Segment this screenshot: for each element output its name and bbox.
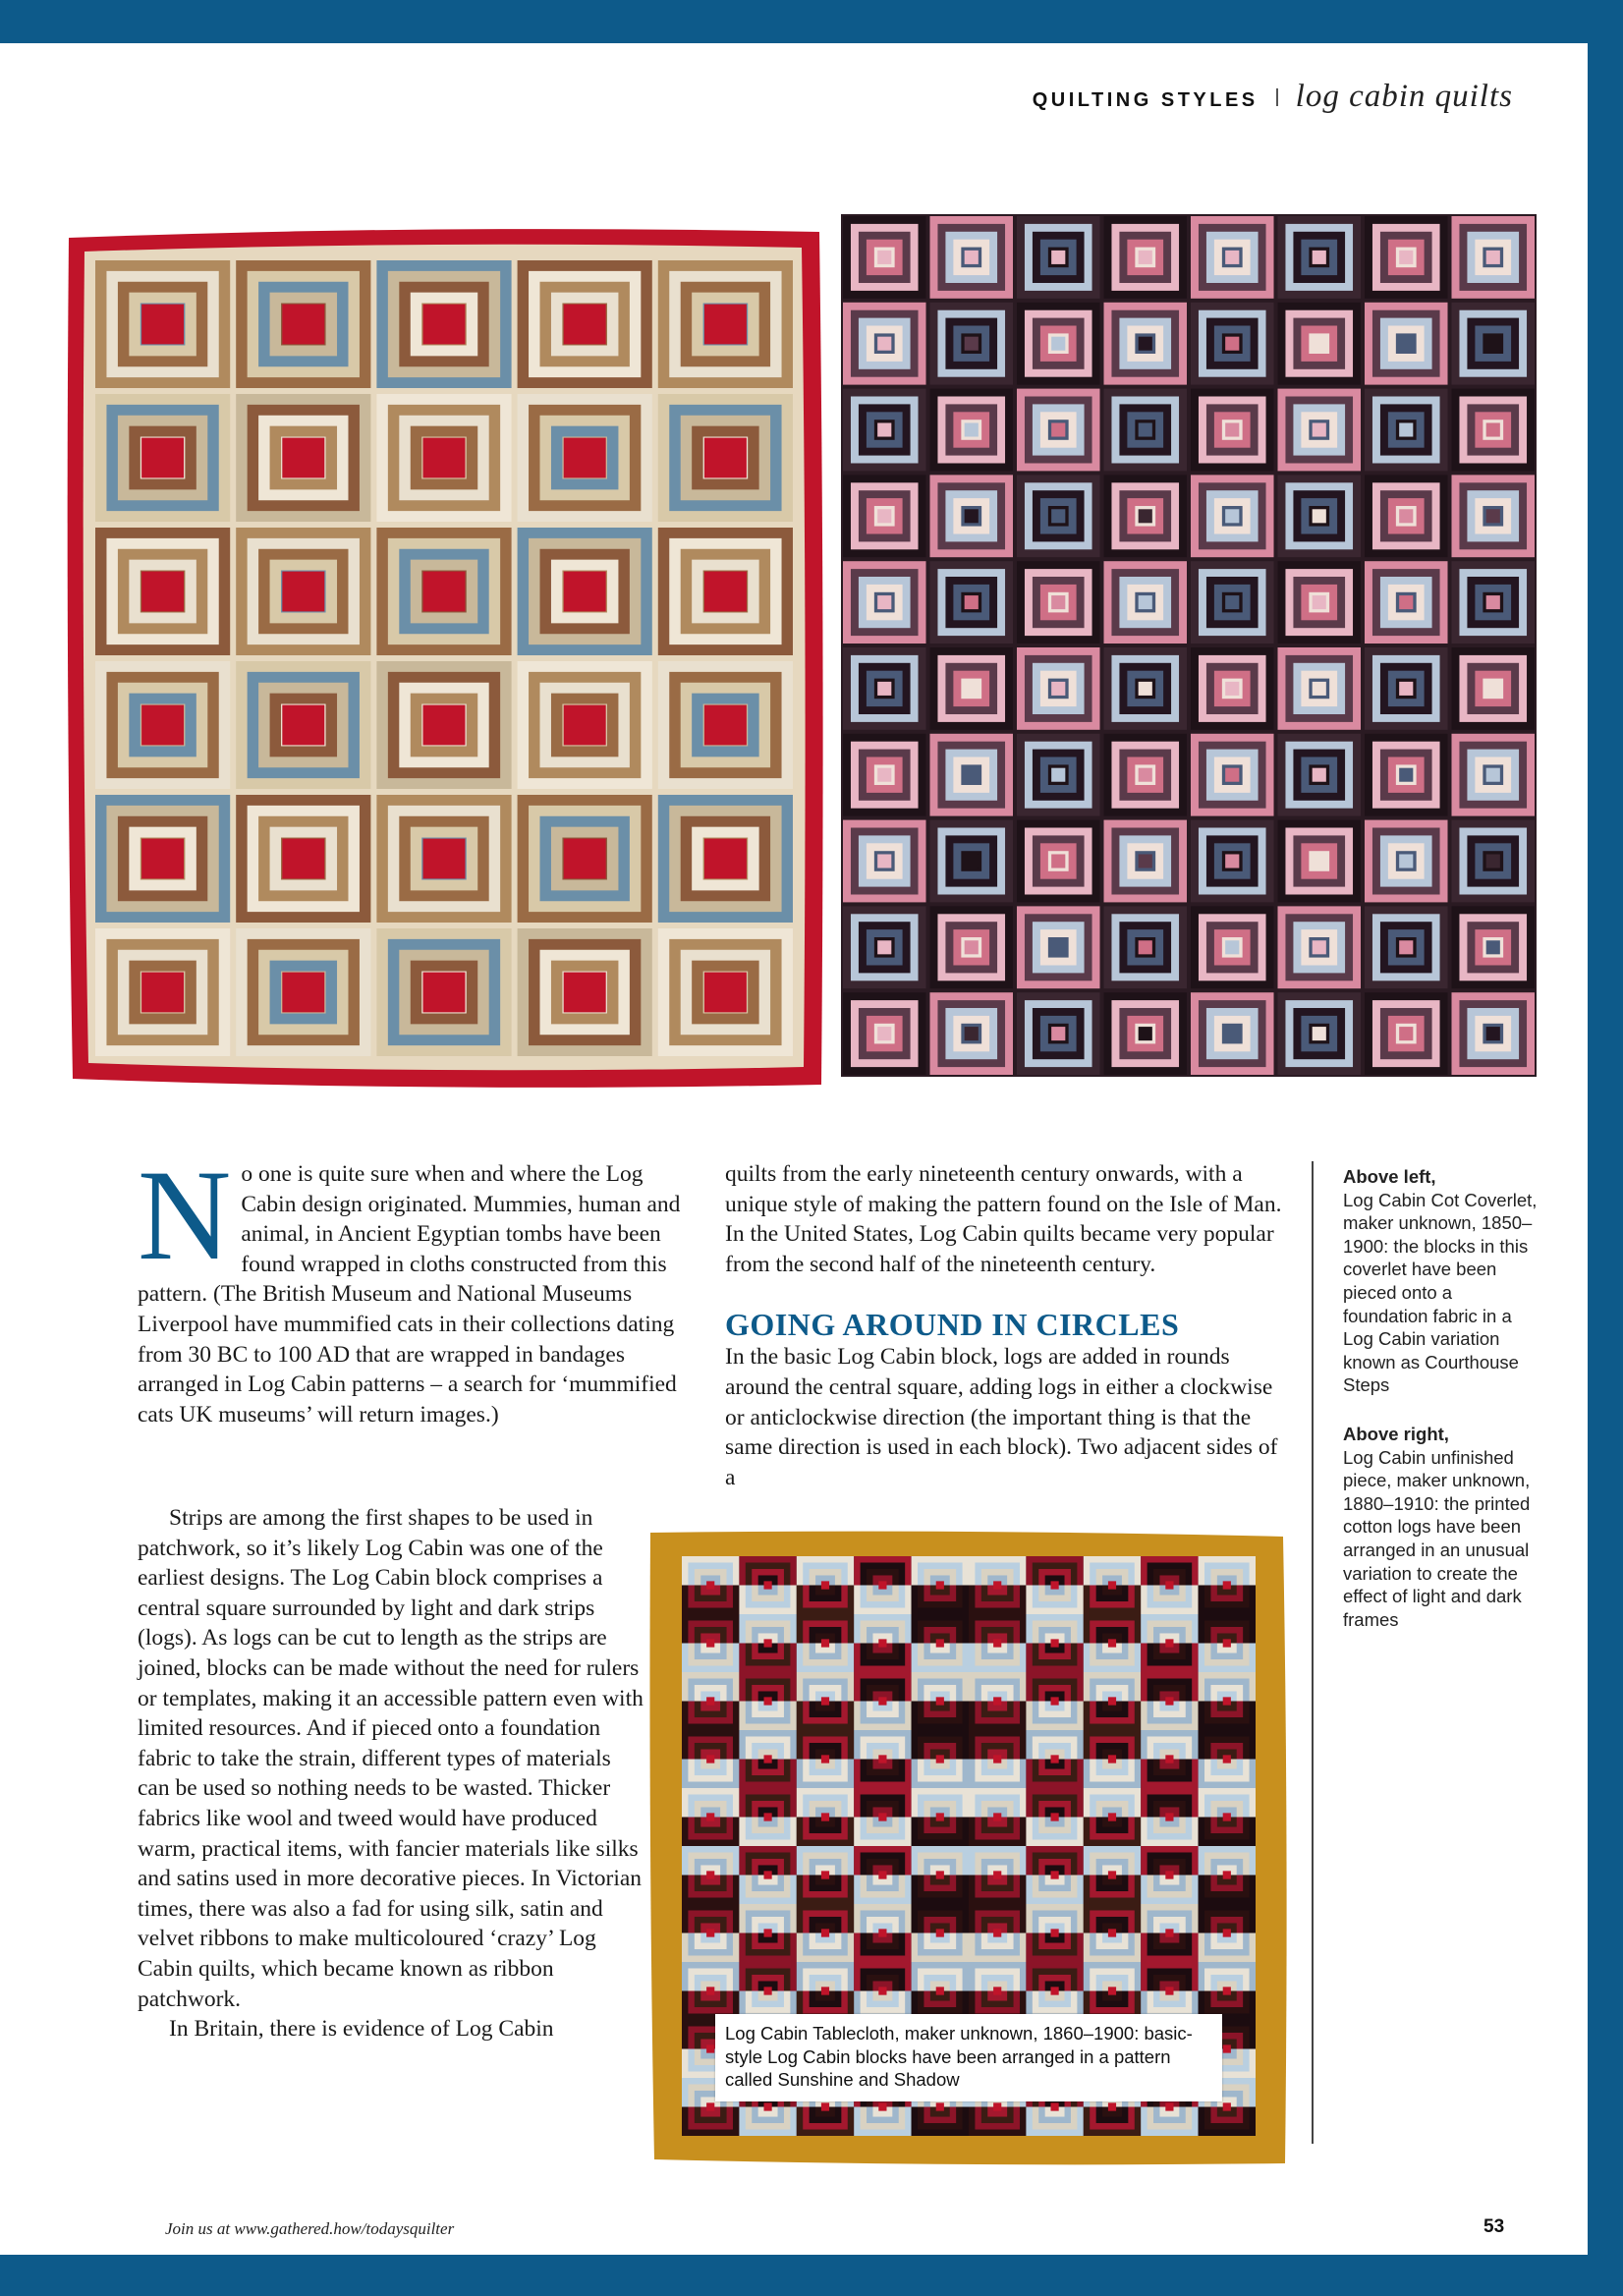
caption-above-right-title: Above right, <box>1343 1423 1449 1444</box>
right-quilt-image <box>841 214 1537 1077</box>
header-divider <box>1276 88 1278 106</box>
caption-above-left-title: Above left, <box>1343 1166 1436 1187</box>
right-border <box>1588 0 1623 2296</box>
drop-cap: N <box>138 1143 232 1287</box>
caption-above-right <box>1343 1423 1539 1631</box>
side-captions <box>1343 1165 1539 1656</box>
caption-above-left <box>1343 1165 1539 1397</box>
section-heading: GOING AROUND IN CIRCLES <box>725 1307 1180 1343</box>
topic-title: log cabin quilts <box>1295 79 1513 114</box>
section-title: QUILTING STYLES <box>1032 89 1259 111</box>
column-2-paragraph-2: In the basic Log Cabin block, logs are added in rounds around the central square, adding logs in either a clockwise or anticlockwise direction (the important thing is that the same direction is used in each block). Two adjacent sides of a <box>725 1344 1278 1490</box>
right-quilt-graphic <box>841 214 1537 1077</box>
paragraph-2: Strips are among the first shapes to be used in patchwork, so it’s likely Log Cabin was one of the earliest designs. The Log Cabin block comprises a central square surrounded by light and dark strips (logs). As logs can be cut to length as the strips are joined, blocks can be made without the need for rulers or templates, making it an accessible pattern even with limited resources. And if pieced onto a foundation fabric to take the strain, different types of materials can be used so nothing needs to be wasted. Thicker fabrics like wool and tweed would have produced warm, practical items, with fancier materials like silks and satins used in more decorative pieces. In Victorian times, there was also a fad for using silk, satin and velvet ribbons to make multicoloured ‘crazy’ Log Cabin quilts, which became known as ribbon patchwork. <box>138 1505 644 2012</box>
column-2-paragraph-1: quilts from the early nineteenth century onwards, with a unique style of making the pattern found on the Isle of Man. In the United States, Log Cabin quilts became very popular from the second half of the nineteenth century. <box>725 1161 1282 1277</box>
caption-divider <box>1312 1161 1314 2144</box>
paragraph-3: In Britain, there is evidence of Log Cabin <box>169 2016 554 2043</box>
article-column-2 <box>725 1159 1287 1492</box>
top-border <box>0 0 1623 43</box>
caption-above-right-text: Log Cabin unfinished piece, maker unknown, 1880–1910: the printed cotton logs have been arranged in an unusual variation to create the effect of light and dark frames <box>1343 1446 1531 1630</box>
paragraph-1 <box>138 1143 688 1429</box>
paragraph-1-text: o one is quite sure when and where the Log Cabin design originated. Mummies, human and animal, in Ancient Egyptian tombs have been found wrapped in cloths constructed from this pattern. (The British Museum and National Museums Liverpool have mummified cats in their collections dating from 30 BC to 100 AD that are wrapped in bandages arranged in Log Cabin patterns – a search for ‘mummified cats UK museums’ will return images.) <box>138 1161 681 1428</box>
footer-url: Join us at www.gathered.how/todaysquilter <box>165 2219 455 2238</box>
tablecloth-caption: Log Cabin Tablecloth, maker unknown, 1860–1900: basic-style Log Cabin blocks have been arranged in a pattern called Sunshine and Shadow <box>715 2014 1222 2101</box>
article-column-1 <box>138 1143 688 1429</box>
caption-above-left-text: Log Cabin Cot Coverlet, maker unknown, 1850–1900: the blocks in this coverlet have been pieced onto a foundation fabric in a Log Cabin variation known as Courthouse Steps <box>1343 1189 1538 1396</box>
page-header <box>1033 79 1513 115</box>
left-quilt-image <box>63 222 825 1092</box>
left-quilt-graphic <box>63 222 825 1092</box>
bottom-border <box>0 2255 1623 2296</box>
article-column-1-continued <box>138 1503 648 2044</box>
page-number: 53 <box>1483 2216 1505 2237</box>
